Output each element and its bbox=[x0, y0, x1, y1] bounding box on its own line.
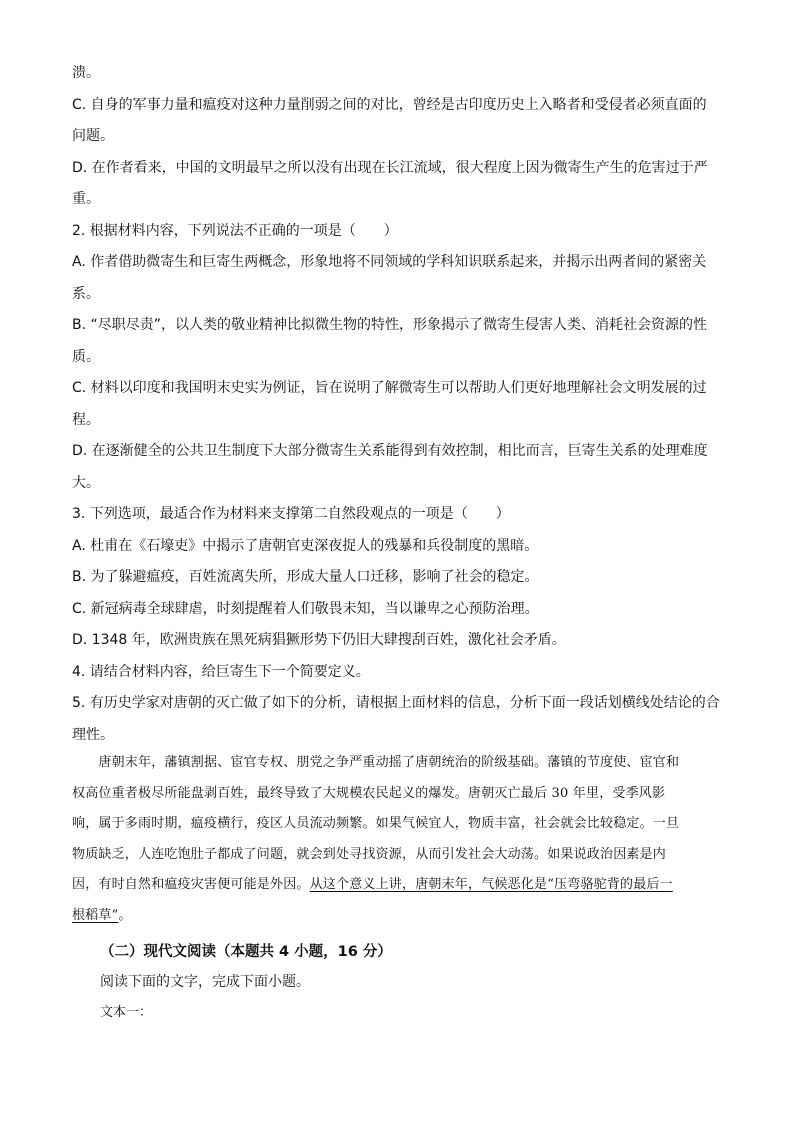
text-line: 溃。 bbox=[72, 65, 100, 81]
passage-line: 权高位重者极尽所能盘剥百姓，最终导致了大规模农民起义的爆发。唐朝灭亡最后 30 年里，受季风影 bbox=[72, 785, 666, 801]
passage-line: 物质缺乏，人连吃饱肚子都成了问题，就会到处寻找资源，从而引发社会大动荡。如果说政治因素是内 bbox=[72, 846, 667, 862]
text-line: 系。 bbox=[72, 285, 100, 302]
question-5: 5. 有历史学家对唐朝的灭亡做了如下的分析，请根据上面材料的信息，分析下面一段话划横线处结论的合 bbox=[72, 695, 720, 711]
passage-period: 。 bbox=[118, 907, 132, 923]
passage-line bbox=[72, 901, 732, 932]
history-passage bbox=[72, 748, 732, 931]
option-c-q1: C. 自身的军事力量和瘟疫对这种力量削弱之间的对比，曾经是古印度历史上入略者和受侵者必须直面的 bbox=[72, 96, 707, 113]
option-c-q2: C. 材料以印度和我国明末史实为例证，旨在说明了解微寄生可以帮助人们更好地理解社会文明发展的过 bbox=[72, 380, 707, 396]
passage-line: 响，属于多雨时期，瘟疫横行，疫区人员流动频繁。如果气候宜人，物质丰富，社会就会比较稳定。一旦 bbox=[72, 816, 680, 831]
underlined-conclusion-end: 根稻草” bbox=[72, 907, 119, 923]
text-line: 重。 bbox=[72, 191, 100, 207]
option-d-q3: D. 1348 年，欧洲贵族在黑死病猖獗形势下仍旧大肆搜刮百姓，激化社会矛盾。 bbox=[72, 632, 566, 648]
passage-line: 唐朝末年，藩镇割据、宦官专权、朋党之争严重动摇了唐朝统治的阶级基础。藩镇的节度使、宦官和 bbox=[72, 755, 680, 770]
text-line: 程。 bbox=[72, 411, 100, 428]
option-a-q3: A. 杜甫在《石壕吏》中揭示了唐朝官吏深夜捉人的残暴和兵役制度的黑暗。 bbox=[72, 537, 539, 554]
option-d-q2: D. 在逐渐健全的公共卫生制度下大部分微寄生关系能得到有效控制，相比而言，巨寄生关系的处理难度 bbox=[72, 443, 708, 459]
text-line: 问题。 bbox=[72, 128, 114, 144]
section-title: （二）现代文阅读（本题共 4 小题，16 分） bbox=[100, 944, 392, 960]
question-4: 4. 请结合材料内容，给巨寄生下一个简要定义。 bbox=[72, 663, 370, 680]
option-d-q1: D. 在作者看来，中国的文明最早之所以没有出现在长江流域，很大程度上因为微寄生产生的危害过于严 bbox=[72, 159, 708, 176]
option-b-q2: B. “尽职尽责”，以人类的敬业精神比拟微生物的特性，形象揭示了微寄生侵害人类、消耗社会资源的性 bbox=[72, 317, 708, 333]
question-3: 3. 下列选项，最适合作为材料来支撑第二自然段观点的一项是（ ） bbox=[72, 506, 510, 522]
text-line: 质。 bbox=[72, 348, 100, 365]
passage-line bbox=[72, 870, 732, 901]
underlined-conclusion: 从这个意义上讲，唐朝末年，气候恶化是“压弯骆驼背的最后一 bbox=[309, 877, 673, 892]
option-c-q3: C. 新冠病毒全球肆虐，时刻提醒着人们敬畏未知，当以谦卑之心预防治理。 bbox=[72, 600, 539, 617]
text-line: 理性。 bbox=[72, 726, 114, 743]
instruction-text: 阅读下面的文字，完成下面小题。 bbox=[100, 974, 310, 990]
text-line: 大。 bbox=[72, 474, 100, 491]
option-b-q3: B. 为了躲避瘟疫，百姓流离失所，形成大量人口迁移，影响了社会的稳定。 bbox=[72, 569, 539, 585]
passage-text: 因，有时自然和瘟疫灾害便可能是外因。 bbox=[72, 877, 310, 892]
text-label: 文本一： bbox=[100, 1005, 153, 1020]
option-a-q2: A. 作者借助微寄生和巨寄生两概念，形象地将不同领域的学科知识联系起来，并揭示出两者间的紧密关 bbox=[72, 254, 707, 270]
question-text-block bbox=[72, 58, 732, 751]
question-2: 2. 根据材料内容，下列说法不正确的一项是（ ） bbox=[72, 222, 398, 239]
